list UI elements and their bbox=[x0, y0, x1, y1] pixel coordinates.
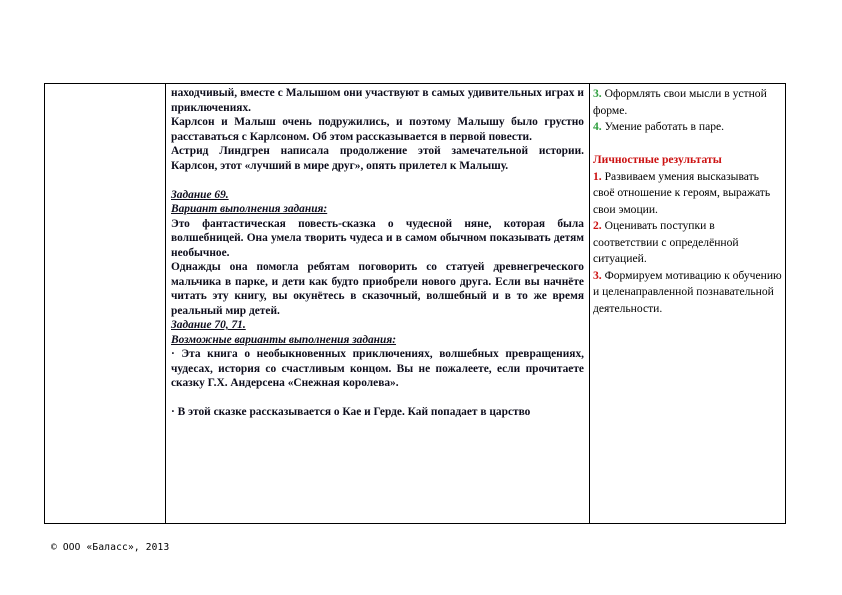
task-content-cell bbox=[171, 86, 584, 420]
copyright-footer: © ООО «Баласс», 2013 bbox=[51, 542, 170, 553]
paragraph-kai-gerda: · В этой сказке рассказывается о Кае и Герде. Кай попадает в царство bbox=[171, 406, 531, 418]
paragraph-snow-queen: · Эта книга о необыкновенных приключениях, волшебных превращениях, чудесах, история со счастливым концом. Вы не пожалеете, если прочитаете сказку Г.Х. Андерсена «Снежная королева». bbox=[171, 348, 584, 389]
paragraph-carlson-intro: находчивый, вместе с Малышом они участвуют в самых удивительных играх и приключениях. bbox=[171, 87, 584, 114]
task-70-71-subtitle: Возможные варианты выполнения задания: bbox=[171, 333, 397, 346]
personal-results-heading: Личностные результаты bbox=[593, 153, 722, 166]
paragraph-carlson-friends: Карлсон и Малыш очень подружились, и поэтому Малышу было грустно расставаться с Карлсоном. Об этом рассказывается в первой повести. bbox=[171, 116, 584, 143]
results-cell bbox=[593, 86, 783, 317]
personal-item-2: 2. Оценивать поступки в соответствии с определённой ситуацией. bbox=[593, 219, 739, 265]
personal-item-1: 1. Развиваем умения высказывать своё отношение к героям, выражать свои эмоции. bbox=[593, 169, 771, 216]
column-divider-right bbox=[589, 84, 590, 523]
task-69-title: Задание 69. bbox=[171, 188, 229, 201]
column-divider-left bbox=[165, 84, 166, 523]
paragraph-lindgren: Астрид Линдгрен написала продолжение этой замечательной истории. Карлсон, этот «лучший в мире друг», опять прилетел к Малышу. bbox=[171, 145, 584, 172]
lesson-table bbox=[44, 83, 786, 524]
task-69-subtitle: Вариант выполнения задания: bbox=[171, 203, 328, 215]
result-item-4: 4. Умение работать в паре. bbox=[593, 120, 725, 133]
task-70-71-title: Задание 70, 71. bbox=[171, 319, 246, 331]
result-item-3: 3. Оформлять свои мысли в устной форме. bbox=[593, 87, 767, 117]
paragraph-nanny-tale: Это фантастическая повесть-сказка о чудесной няне, которая была волшебницей. Она умела творить чудеса и в самом обычном показывать детям необычное. bbox=[171, 217, 584, 259]
paragraph-statue: Однажды она помогла ребятам поговорить со статуей древнегреческого мальчика в парке, и дети как будто приобрели нового друга. Если вы начнёте читать эту книгу, вы окунётесь в сказочный, волшебный и в то же время реальный мир детей. bbox=[171, 261, 584, 317]
personal-item-3: 3. Формируем мотивацию к обучению и целенаправленной познавательной деятельности. bbox=[593, 268, 782, 315]
